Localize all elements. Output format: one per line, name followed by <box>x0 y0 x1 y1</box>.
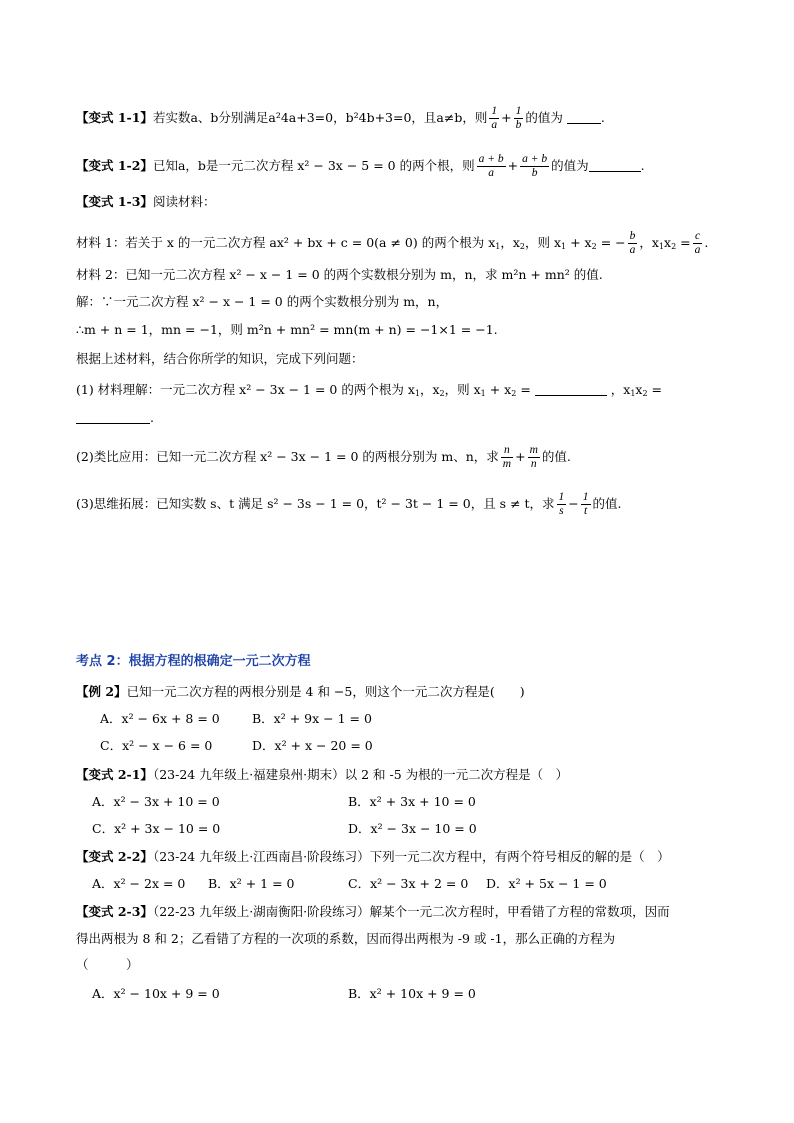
variant-2-2 <box>76 848 670 866</box>
question-stem-continued: 得出两根为 8 和 2；乙看错了方程的一次项的系数，因而得出两根为 -9 或 -1，那么正确的方程为 <box>76 931 616 946</box>
example-label: 【例 2】 <box>76 684 127 699</box>
option-a[interactable]: A．x² − 6x + 8 = 0 <box>100 711 220 726</box>
question-stem: （23-24 九年级上·江西南昌·阶段练习）下列一元二次方程中，有两个符号相反的解的是（ ） <box>152 849 670 864</box>
variant-label: 【变式 1-1】 <box>76 110 153 125</box>
variant-label: 【变式 2-1】 <box>76 767 153 782</box>
fraction: $\frac{1}{s}$ <box>558 491 565 517</box>
task-instruction: 根据上述材料，结合你所学的知识，完成下列问题： <box>76 351 364 366</box>
question-stem: 已知一元二次方程的两根分别是 4 和 −5，则这个一元二次方程是( ) <box>126 684 525 699</box>
question-stem: 阅读材料： <box>152 194 216 209</box>
fraction: $\frac{n}{m}$ <box>502 444 512 470</box>
solution-line-1: 解：∵一元二次方程 x² − x − 1 = 0 的两个实数根分别为 m，n， <box>76 294 449 309</box>
fraction: $\frac{m}{n}$ <box>529 444 538 470</box>
variant-1-3 <box>76 193 215 211</box>
variant-label: 【变式 1-3】 <box>76 194 153 209</box>
answer-blank[interactable] <box>589 159 641 172</box>
material-2: 材料 2：已知一元二次方程 x² − x − 1 = 0 的两个实数根分别为 m，n，求 m²n + mn² 的值. <box>76 267 603 282</box>
material-1: 材料 1：若关于 x 的一元二次方程 ax² + bx + c = 0(a ≠ 0) 的两个根为 $x_1$，$x_2$，则 $x_1 + x_2$ = − $\frac{b}{a}$ ，$x_1x_2$ = $\frac{c}{a}$ . <box>76 230 709 256</box>
option-c[interactable]: C．x² − 3x + 2 = 0 <box>348 876 469 891</box>
variant-1-1: 【变式 1-1】若实数a、b分别满足a²4a+3=0，b²4b+3=0，且a≠b，则 $\frac{1}{a}$ + $\frac{1}{b}$ 的值为 . <box>76 105 605 131</box>
fraction: $\frac{a + b}{a}$ <box>478 153 504 179</box>
solution-line-2: ∴m + n = 1，mn = −1，则 m²n + mn² = mn(m + n) = −1×1 = −1. <box>76 322 498 337</box>
option-b[interactable]: B．x² + 3x + 10 = 0 <box>348 794 476 809</box>
option-a[interactable]: A．x² − 10x + 9 = 0 <box>92 986 220 1001</box>
variant-label: 【变式 2-2】 <box>76 849 153 864</box>
question-stem: 已知a，b是一元二次方程 x² − 3x − 5 = 0 的两个根，则 <box>152 158 475 173</box>
question-stem: （23-24 九年级上·福建泉州·期末）以 2 和 -5 为根的一元二次方程是（ ） <box>152 767 569 782</box>
fraction: $\frac{1}{t}$ <box>582 491 589 517</box>
option-b[interactable]: B．x² + 1 = 0 <box>208 876 295 891</box>
answer-blank[interactable] <box>76 411 150 424</box>
option-a[interactable]: A．x² − 2x = 0 <box>92 876 186 891</box>
fraction: $\frac{b}{a}$ <box>629 230 636 256</box>
question-1-continued: . <box>76 409 154 427</box>
example-2 <box>76 683 525 701</box>
option-b[interactable]: B．x² + 10x + 9 = 0 <box>348 986 476 1001</box>
answer-blank[interactable] <box>567 111 601 124</box>
option-d[interactable]: D．x² − 3x − 10 = 0 <box>348 821 477 836</box>
question-stem: （22-23 九年级上·湖南衡阳·阶段练习）解某个一元二次方程时，甲看错了方程的常数项，因而 <box>152 904 670 919</box>
answer-parenthesis[interactable]: （ ） <box>76 957 139 972</box>
option-a[interactable]: A．x² − 3x + 10 = 0 <box>92 794 220 809</box>
option-c[interactable]: C．x² − x − 6 = 0 <box>100 738 213 753</box>
option-d[interactable]: D．x² + 5x − 1 = 0 <box>486 876 607 891</box>
variant-2-3 <box>76 903 670 921</box>
option-c[interactable]: C．x² + 3x − 10 = 0 <box>92 821 221 836</box>
answer-blank[interactable] <box>535 383 607 396</box>
question-2: (2)类比应用：已知一元二次方程 x² − 3x − 1 = 0 的两根分别为 m、n，求 $\frac{n}{m}$ + $\frac{m}{n}$ 的值. <box>76 444 571 470</box>
option-b[interactable]: B．x² + 9x − 1 = 0 <box>252 711 372 726</box>
fraction: $\frac{1}{a}$ <box>491 105 498 131</box>
variant-label: 【变式 2-3】 <box>76 904 153 919</box>
fraction: $\frac{c}{a}$ <box>694 230 701 256</box>
variant-1-2: 【变式 1-2】已知a，b是一元二次方程 x² − 3x − 5 = 0 的两个根，则 $\frac{a + b}{a}$ + $\frac{a + b}{b}$ 的值为 . <box>76 153 645 179</box>
variant-label: 【变式 1-2】 <box>76 158 153 173</box>
question-1: (1) 材料理解：一元二次方程 x² − 3x − 1 = 0 的两个根为 $x_1$，$x_2$，则 $x_1 + x_2$ = ，$x_1x_2$ = <box>76 382 663 398</box>
section-heading: 考点 2：根据方程的根确定一元二次方程 <box>76 654 311 669</box>
fraction: $\frac{1}{b}$ <box>515 105 522 131</box>
fraction: $\frac{a + b}{b}$ <box>522 153 548 179</box>
question-stem: 若实数a、b分别满足a²4a+3=0，b²4b+3=0，且a≠b，则 <box>152 110 488 125</box>
question-3: (3)思维拓展：已知实数 s、t 满足 s² − 3s − 1 = 0，t² − 3t − 1 = 0，且 s ≠ t，求 $\frac{1}{s}$ − $\frac{1}{t}$ 的值. <box>76 491 622 517</box>
option-d[interactable]: D．x² + x − 20 = 0 <box>252 738 373 753</box>
variant-2-1 <box>76 766 568 784</box>
